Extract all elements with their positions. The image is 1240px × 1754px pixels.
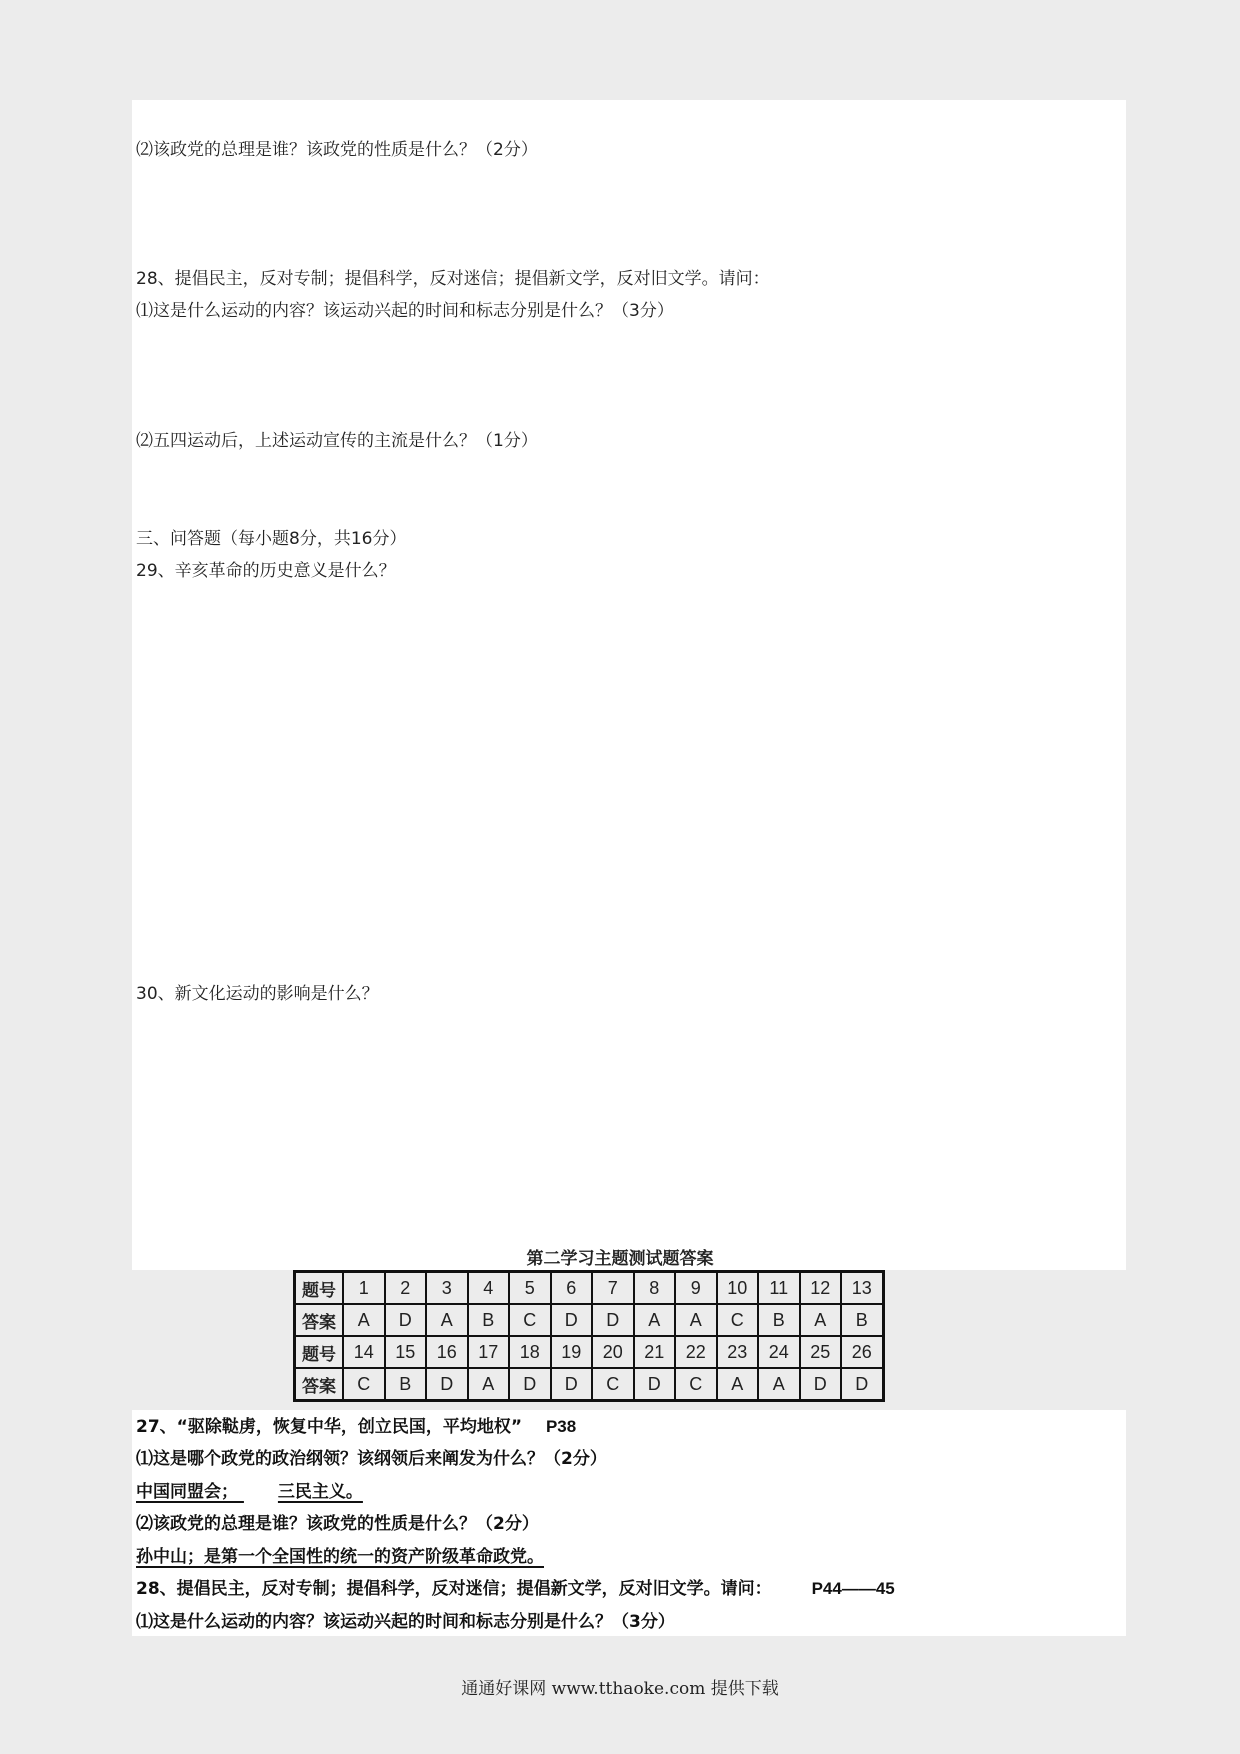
answer-27 <box>136 1416 576 1438</box>
answer-28 <box>136 1578 895 1600</box>
answer-28-1-question: ⑴这是什么运动的内容？该运动兴起的时间和标志分别是什么？（3分） <box>136 1612 675 1632</box>
question-28-2: ⑵五四运动后，上述运动宣传的主流是什么？（1分） <box>136 431 538 451</box>
answer-cell: D <box>634 1368 676 1401</box>
answer-cell: B <box>385 1368 427 1401</box>
question-number: 17 <box>468 1336 510 1368</box>
question-30: 30、新文化运动的影响是什么？ <box>136 984 379 1004</box>
question-number: 14 <box>343 1336 385 1368</box>
table-row <box>295 1368 884 1401</box>
page-reference: P38 <box>545 1417 577 1436</box>
question-number: 24 <box>758 1336 800 1368</box>
answer-cell: A <box>468 1368 510 1401</box>
answer-cell: A <box>717 1368 759 1401</box>
answer-cell: B <box>468 1304 510 1336</box>
answer-28-text: 28、提倡民主，反对专制；提倡科学，反对迷信；提倡新文学，反对旧文学。请问： <box>136 1579 772 1599</box>
answer-cell: D <box>551 1304 593 1336</box>
answer-cell: A <box>758 1368 800 1401</box>
question-number: 3 <box>426 1272 468 1305</box>
answer-cell: D <box>426 1368 468 1401</box>
question-number: 21 <box>634 1336 676 1368</box>
question-number: 2 <box>385 1272 427 1305</box>
page-reference: P44——45 <box>811 1579 895 1598</box>
answer-cell: D <box>551 1368 593 1401</box>
table-row <box>295 1272 884 1305</box>
answer-cell: D <box>841 1368 883 1401</box>
footer-credit: 通通好课网 www.tthaoke.com 提供下载 <box>461 1679 779 1699</box>
question-number: 4 <box>468 1272 510 1305</box>
answer-cell: B <box>758 1304 800 1336</box>
answer-27-1-question: ⑴这是哪个政党的政治纲领？该纲领后来阐发为什么？（2分） <box>136 1449 607 1469</box>
row-label: 答案 <box>295 1368 344 1401</box>
row-label: 题号 <box>295 1336 344 1368</box>
question-number: 18 <box>509 1336 551 1368</box>
answer-part-a: 中国同盟会； <box>136 1482 238 1502</box>
answer-key-table <box>293 1270 885 1402</box>
answer-27-text: 27、“驱除鞑虏，恢复中华，创立民国，平均地权” <box>136 1417 523 1437</box>
answer-cell: C <box>592 1368 634 1401</box>
question-29: 29、辛亥革命的历史意义是什么？ <box>136 561 396 581</box>
question-number: 15 <box>385 1336 427 1368</box>
answer-cell: D <box>800 1368 842 1401</box>
question-number: 9 <box>675 1272 717 1305</box>
question-number: 19 <box>551 1336 593 1368</box>
question-number: 25 <box>800 1336 842 1368</box>
question-28: 28、提倡民主，反对专制；提倡科学，反对迷信；提倡新文学，反对旧文学。请问： <box>136 269 770 289</box>
question-number: 7 <box>592 1272 634 1305</box>
answer-27-2-response: 孙中山；是第一个全国性的统一的资产阶级革命政党。 <box>136 1547 544 1567</box>
answer-cell: A <box>343 1304 385 1336</box>
row-label: 答案 <box>295 1304 344 1336</box>
answer-cell: A <box>800 1304 842 1336</box>
section-3-heading: 三、问答题（每小题8分，共16分） <box>136 529 407 549</box>
question-number: 5 <box>509 1272 551 1305</box>
question-28-1: ⑴这是什么运动的内容？该运动兴起的时间和标志分别是什么？（3分） <box>136 301 674 321</box>
question-number: 1 <box>343 1272 385 1305</box>
answer-key-title: 第二学习主题测试题答案 <box>526 1249 714 1269</box>
answer-cell: C <box>717 1304 759 1336</box>
question-27-2: ⑵该政党的总理是谁？该政党的性质是什么？（2分） <box>136 140 538 160</box>
answer-27-2-question: ⑵该政党的总理是谁？该政党的性质是什么？（2分） <box>136 1514 539 1534</box>
table-row <box>295 1304 884 1336</box>
answer-part-b: 三民主义。 <box>277 1482 363 1502</box>
answer-cell: D <box>592 1304 634 1336</box>
answer-27-1-response <box>136 1481 363 1503</box>
answer-cell: A <box>426 1304 468 1336</box>
question-number: 20 <box>592 1336 634 1368</box>
question-number: 11 <box>758 1272 800 1305</box>
answer-cell: D <box>509 1368 551 1401</box>
answer-cell: C <box>343 1368 385 1401</box>
answer-cell: C <box>509 1304 551 1336</box>
question-number: 10 <box>717 1272 759 1305</box>
answer-cell: A <box>634 1304 676 1336</box>
question-number: 6 <box>551 1272 593 1305</box>
question-number: 12 <box>800 1272 842 1305</box>
question-number: 13 <box>841 1272 883 1305</box>
question-number: 22 <box>675 1336 717 1368</box>
question-number: 16 <box>426 1336 468 1368</box>
table-row <box>295 1336 884 1368</box>
answer-cell: B <box>841 1304 883 1336</box>
question-number: 8 <box>634 1272 676 1305</box>
answer-cell: C <box>675 1368 717 1401</box>
row-label: 题号 <box>295 1272 344 1305</box>
answer-cell: A <box>675 1304 717 1336</box>
question-number: 23 <box>717 1336 759 1368</box>
answer-cell: D <box>385 1304 427 1336</box>
question-number: 26 <box>841 1336 883 1368</box>
